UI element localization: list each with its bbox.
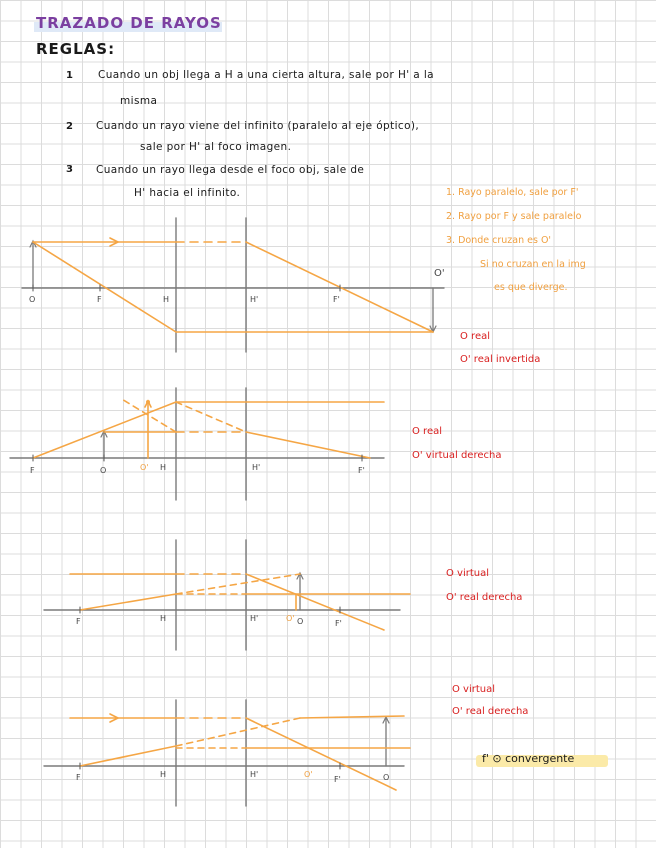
d2-label-hp: H' bbox=[252, 463, 261, 472]
rule-1-line-2: misma bbox=[120, 95, 158, 107]
d3-label-hp: H' bbox=[250, 614, 259, 623]
d4-result-2: O' real derecha bbox=[452, 706, 529, 717]
rule-1-number: 1 bbox=[66, 70, 73, 81]
rule-3-line-2: H' hacia el infinito. bbox=[134, 187, 241, 199]
d3-label-h: H bbox=[160, 614, 167, 623]
d2-label-fp: F' bbox=[358, 466, 365, 475]
d3-result-2: O' real derecha bbox=[446, 592, 523, 603]
diagram-3 bbox=[44, 540, 410, 650]
diagram-1 bbox=[22, 218, 444, 352]
rule-3-number: 3 bbox=[66, 164, 73, 175]
d4-label-oprime: O' bbox=[304, 770, 313, 779]
d2-label-f: F bbox=[30, 466, 35, 475]
diagram-2 bbox=[10, 388, 384, 500]
convergent-label: f' ⊙ convergente bbox=[482, 752, 575, 765]
d1-label-o: O bbox=[29, 295, 36, 304]
note-4: Si no cruzan en la img bbox=[480, 259, 586, 270]
rule-2-number: 2 bbox=[66, 121, 73, 132]
page-title: TRAZADO DE RAYOS bbox=[36, 14, 222, 32]
note-3: 3. Donde cruzan es O' bbox=[446, 235, 552, 246]
d4-label-hp: H' bbox=[250, 770, 259, 779]
d2-label-oprime: O' bbox=[140, 463, 149, 472]
note-1: 1. Rayo paralelo, sale por F' bbox=[446, 187, 579, 198]
d3-result-1: O virtual bbox=[446, 568, 490, 579]
d2-result-2: O' virtual derecha bbox=[412, 450, 502, 461]
note-5: es que diverge. bbox=[494, 282, 568, 293]
d2-label-h: H bbox=[160, 463, 167, 472]
d1-label-h: H bbox=[163, 295, 170, 304]
d4-label-f: F bbox=[76, 773, 81, 782]
d1-label-oprime: O' bbox=[434, 268, 445, 279]
rule-2-line-1: Cuando un rayo viene del infinito (paralelo al eje óptico), bbox=[96, 120, 420, 132]
d1-label-f: F bbox=[97, 295, 102, 304]
d4-result-1: O virtual bbox=[452, 684, 496, 695]
d4-label-fp: F' bbox=[334, 775, 341, 784]
rule-3-line-1: Cuando un rayo llega desde el foco obj, sale de bbox=[96, 164, 365, 176]
note-2: 2. Rayo por F y sale paralelo bbox=[446, 211, 582, 222]
d1-result-1: O real bbox=[460, 331, 490, 342]
d4-label-o: O bbox=[383, 773, 390, 782]
rule-2-line-2: sale por H' al foco imagen. bbox=[140, 141, 292, 153]
d3-label-oprime: O' bbox=[286, 614, 295, 623]
d3-label-fp: F' bbox=[335, 619, 342, 628]
d2-result-1: O real bbox=[412, 426, 442, 437]
rules-heading: REGLAS: bbox=[36, 40, 116, 58]
d3-label-o: O bbox=[297, 617, 304, 626]
d1-label-fp: F' bbox=[333, 295, 340, 304]
d1-result-2: O' real invertida bbox=[460, 354, 541, 365]
d2-label-o: O bbox=[100, 466, 107, 475]
d3-label-f: F bbox=[76, 617, 81, 626]
diagram-4 bbox=[44, 700, 410, 806]
rule-1-line-1: Cuando un obj llega a H a una cierta altura, sale por H' a la bbox=[98, 69, 434, 81]
d1-label-hp: H' bbox=[250, 295, 259, 304]
d4-label-h: H bbox=[160, 770, 167, 779]
